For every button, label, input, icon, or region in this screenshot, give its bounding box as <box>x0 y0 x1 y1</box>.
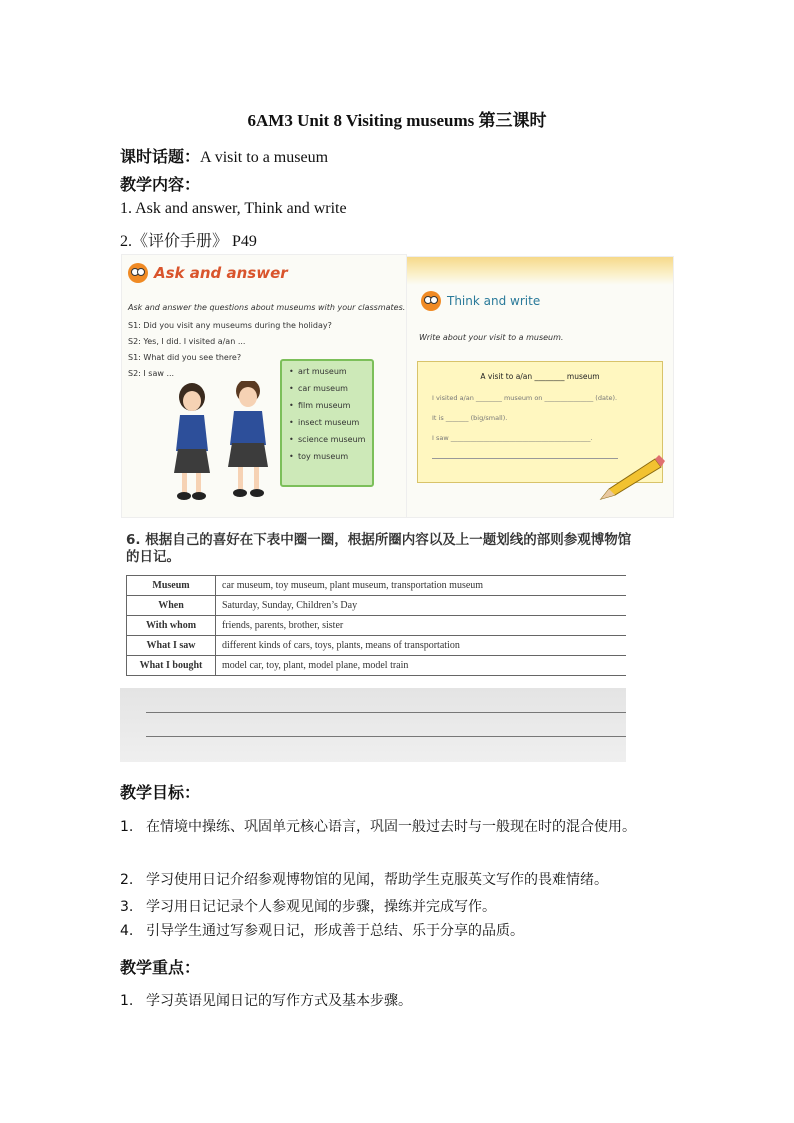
frame-line: I saw ___________________________________________. <box>432 434 593 442</box>
content-heading: 教学内容： <box>120 175 201 194</box>
museum-option: • insect museum <box>298 418 372 435</box>
content-item-1: 1. Ask and answer, Think and write <box>120 200 347 217</box>
table-row: With whom friends, parents, brother, sister <box>127 616 627 636</box>
museum-option: • film museum <box>298 401 372 418</box>
frame-line: I visited a/an ________ museum on _______________ (date). <box>432 394 618 402</box>
blank-line <box>432 458 618 459</box>
museum-option: • art museum <box>298 367 372 384</box>
exercise-6-table <box>126 575 626 676</box>
pencil-icon <box>597 453 667 503</box>
topic-line <box>120 144 328 167</box>
think-and-write-panel <box>406 256 674 518</box>
museum-option: • toy museum <box>298 452 372 469</box>
ask-and-answer-panel <box>121 254 407 518</box>
ask-instruction: Ask and answer the questions about museums with your classmates. <box>128 303 406 312</box>
keypoint-item: 1. 学习英语见闻日记的写作方式及基本步骤。 <box>120 993 412 1009</box>
topic-label: 课时话题： <box>120 147 201 166</box>
goal-item: 4. 引导学生通过写参观日记，形成善于总结、乐于分享的品质。 <box>120 923 524 939</box>
goal-item: 1. 在情境中操练、巩固单元核心语言，巩固一般过去时与一般现在时的混合使用。 <box>120 819 636 835</box>
goals-heading: 教学目标： <box>120 783 201 802</box>
topic-value: A visit to a museum <box>200 149 329 166</box>
content-item-2: 2.《评价手册》 P49 <box>120 233 257 250</box>
frame-line: It is _______ (big/small). <box>432 414 508 422</box>
table-row: When Saturday, Sunday, Children’s Day <box>127 596 627 616</box>
goal-item: 2. 学习使用日记介绍参观博物馆的见闻，帮助学生克服英文写作的畏难情绪。 <box>120 872 608 888</box>
keypoints-heading: 教学重点： <box>120 958 201 977</box>
page-title: 6AM3 Unit 8 Visiting museums 第三课时 <box>247 111 547 130</box>
owl-icon <box>128 263 148 283</box>
dialogue-line: S1: What did you see there? <box>128 353 242 362</box>
museum-options-box <box>280 359 374 487</box>
writing-line <box>146 712 626 713</box>
table-row: What I bought model car, toy, plant, model plane, model train <box>127 656 627 676</box>
museum-option: • science museum <box>298 435 372 452</box>
ask-header <box>128 263 288 283</box>
museum-option: • car museum <box>298 384 372 401</box>
writing-area <box>120 688 626 762</box>
dialogue-line: S2: Yes, I did. I visited a/an ... <box>128 337 246 346</box>
dialogue-line: S1: Did you visit any museums during the holiday? <box>128 321 332 330</box>
think-instruction: Write about your visit to a museum. <box>419 333 564 342</box>
think-header <box>421 291 540 311</box>
students-illustration <box>170 381 280 511</box>
writing-line <box>146 736 626 737</box>
table-row: What I saw different kinds of cars, toys, plants, means of transportation <box>127 636 627 656</box>
think-title: Think and write <box>447 294 541 308</box>
frame-title: A visit to a/an ________ museum <box>480 372 600 381</box>
owl-icon <box>421 291 441 311</box>
header-band <box>407 257 673 285</box>
dialogue-line: S2: I saw ... <box>128 369 175 378</box>
ask-title: Ask and answer <box>154 264 288 282</box>
exercise-6-prompt: 6. 根据自己的喜好在下表中圈一圈，根据所圈内容以及上一题划线的部则参观博物馆的日记。 <box>126 532 632 565</box>
goal-item: 3. 学习用日记记录个人参观见闻的步骤，操练并完成写作。 <box>120 899 496 915</box>
table-row: Museum car museum, toy museum, plant museum, transportation museum <box>127 576 627 596</box>
